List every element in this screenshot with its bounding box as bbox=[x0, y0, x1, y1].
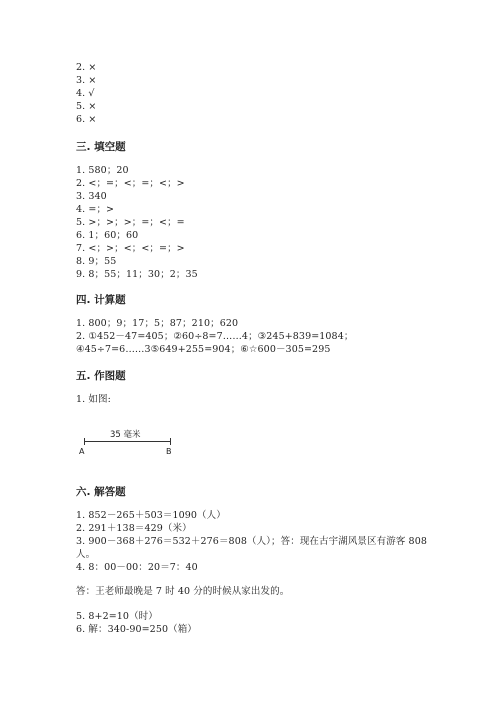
answer-line: 6. 解：340-90=250（箱） bbox=[76, 624, 197, 635]
segment-line bbox=[84, 441, 170, 442]
answer-line: 1. 如图: bbox=[76, 394, 111, 405]
section-heading-calculation: 四. 计算题 bbox=[76, 294, 126, 306]
answer-line: 2. × bbox=[76, 62, 97, 73]
answer-line: 3. 340 bbox=[76, 191, 107, 202]
answer-line: 5. × bbox=[76, 101, 97, 112]
section-heading-solutions: 六. 解答题 bbox=[76, 486, 126, 498]
answer-line: 7. <；>；<；<；=；> bbox=[76, 243, 185, 254]
answer-line: 6. 1；60；60 bbox=[76, 230, 139, 241]
section-heading-fill-in: 三. 填空题 bbox=[76, 141, 126, 153]
segment-length-label: 35 毫米 bbox=[110, 430, 141, 440]
answer-line: 5. 8+2=10（时） bbox=[76, 611, 158, 622]
answer-line: 6. × bbox=[76, 114, 97, 125]
section-heading-drawing: 五. 作图题 bbox=[76, 370, 126, 382]
answer-line: 1. 852－265＋503＝1090（人） bbox=[76, 510, 226, 521]
answer-line: 3. 900－368＋276＝532＋276＝808（人）；答：现在古宇湖风景区有游客 808 bbox=[76, 536, 427, 547]
answer-line: 4. 8：00－00：20＝7：40 bbox=[76, 562, 198, 573]
answer-line: 8. 9；55 bbox=[76, 256, 117, 267]
answer-line: 4. =；> bbox=[76, 204, 115, 215]
answer-line: 2. <；=；<；=；<；> bbox=[76, 178, 185, 189]
answer-line: 3. × bbox=[76, 75, 97, 86]
answer-line: 9. 8；55；11；30；2；35 bbox=[76, 269, 198, 280]
point-b-label: B bbox=[166, 447, 172, 456]
answer-line: 人。 bbox=[76, 549, 96, 560]
point-a-label: A bbox=[79, 447, 85, 456]
answer-line: 2. ①452－47=405；②60÷8=7……4；③245+839=1084； bbox=[76, 331, 354, 342]
answer-line: 2. 291＋138＝429（米） bbox=[76, 523, 192, 534]
answer-line: ④45÷7=6……3⑤649+255=904；⑥☆600－305=295 bbox=[76, 344, 331, 355]
answer-line: 4. √ bbox=[76, 88, 95, 99]
answer-line: 1. 580；20 bbox=[76, 165, 129, 176]
answer-line: 5. >；>；>；=；<；= bbox=[76, 217, 185, 228]
line-segment-figure bbox=[76, 424, 186, 464]
segment-tick-right bbox=[170, 438, 171, 445]
answer-line: 1. 800；9；17；5；87；210；620 bbox=[76, 318, 239, 329]
answer-statement: 答：王老师最晚是 7 时 40 分的时候从家出发的。 bbox=[76, 586, 290, 597]
